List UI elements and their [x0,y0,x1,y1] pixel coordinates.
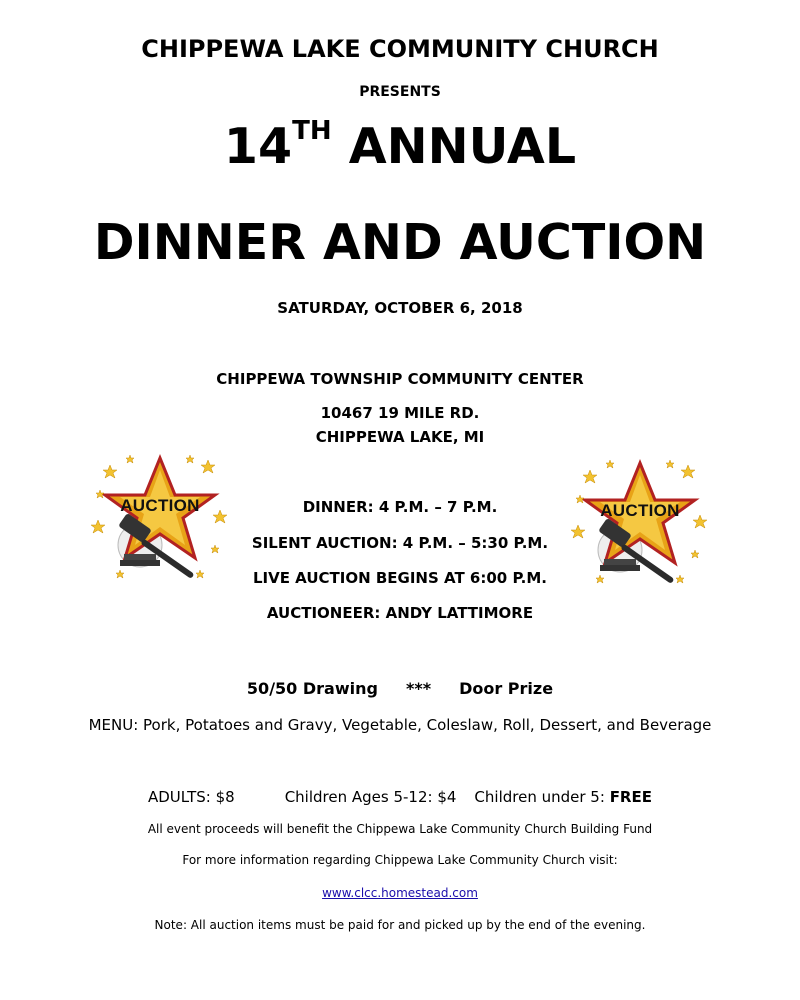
annual-word: ANNUAL [348,118,577,175]
dinner-time: DINNER: 4 P.M. – 7 P.M. [302,498,498,516]
venue-name: CHIPPEWA TOWNSHIP COMMUNITY CENTER [216,370,584,388]
presents-text: PRESENTS [359,84,441,100]
auction-gavel-star-icon [570,455,710,590]
annual-number: 14 [223,118,293,175]
auction-star-graphic [570,455,710,590]
website-line [0,886,800,900]
more-info-text: For more information regarding Chippewa Lake Community Church visit: [182,853,618,867]
address-line-1: 10467 19 MILE RD. [320,404,480,422]
separator-text: *** [405,679,432,698]
live-auction-time: LIVE AUCTION BEGINS AT 6:00 P.M. [252,569,548,587]
drawing-text: 50/50 Drawing [246,679,378,698]
auction-label: AUCTION [120,496,200,515]
note-text: Note: All auction items must be paid for and picked up by the end of the evening. [154,918,646,932]
drawing-line [0,679,800,698]
price-line [0,788,800,806]
under-five-value: FREE [609,788,652,806]
church-name: CHIPPEWA LAKE COMMUNITY CHURCH [141,35,659,63]
annual-suffix: TH [292,116,332,146]
auction-gavel-star-icon [90,450,230,585]
annual-title [0,116,800,175]
door-prize-text: Door Prize [459,679,554,698]
website-link[interactable]: www.clcc.homestead.com [322,886,478,900]
menu-line: MENU: Pork, Potatoes and Gravy, Vegetable, Coleslaw, Roll, Dessert, and Beverage [88,716,712,734]
main-title: DINNER AND AUCTION [93,214,707,271]
adult-price: ADULTS: $8 [148,788,235,806]
proceeds-text: All event proceeds will benefit the Chippewa Lake Community Church Building Fund [147,822,653,836]
silent-auction-time: SILENT AUCTION: 4 P.M. – 5:30 P.M. [251,534,549,552]
event-date: SATURDAY, OCTOBER 6, 2018 [277,299,523,317]
auction-star-graphic [90,450,230,585]
under-five-label: Children under 5: [474,788,605,806]
address-line-2: CHIPPEWA LAKE, MI [315,428,485,446]
child-price: Children Ages 5-12: $4 [284,788,457,806]
auction-label: AUCTION [600,501,680,520]
auctioneer: AUCTIONEER: ANDY LATTIMORE [266,604,534,622]
